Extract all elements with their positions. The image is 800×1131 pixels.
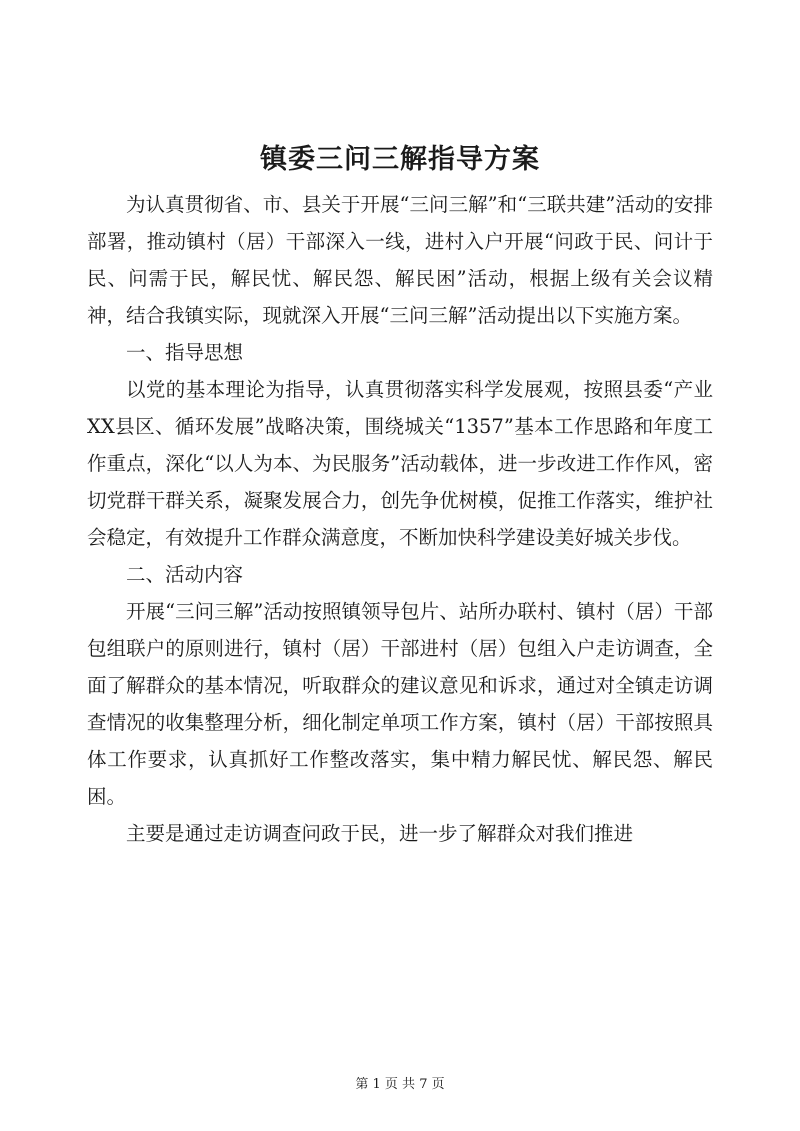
document-body	[87, 186, 713, 852]
paragraph-guiding-ideology: 以党的基本理论为指导，认真贯彻落实科学发展观，按照县委“产业XX县区、循环发展”战略决策，围绕城关“1357”基本工作思路和年度工作重点，深化“以人为本、为民服务”活动载体，进一步改进工作作风，密切党群干群关系，凝聚发展合力，创先争优树模，促推工作落实，维护社会稳定，有效提升工作群众满意度，不断加快科学建设美好城关步伐。	[87, 378, 713, 549]
section-heading-guiding-ideology: 一、指导思想	[126, 341, 244, 364]
document-title: 镇委三问三解指导方案	[260, 144, 540, 175]
paragraph-intro: 为认真贯彻省、市、县关于开展“三问三解”和“三联共建”活动的安排部署，推动镇村（居）干部深入一线，进村入户开展“问政于民、问计于民、问需于民，解民忧、解民怨、解民困”活动，根据上级有关会议精神，结合我镇实际，现就深入开展“三问三解”活动提出以下实施方案。	[87, 193, 713, 327]
paragraph-activity-content: 开展“三问三解”活动按照镇领导包片、站所办联村、镇村（居）干部包组联户的原则进行，镇村（居）干部进村（居）包组入户走访调查，全面了解群众的基本情况，听取群众的建议意见和诉求，通过对全镇走访调查情况的收集整理分析，细化制定单项工作方案，镇村（居）干部按照具体工作要求，认真抓好工作整改落实，集中精力解民忧、解民怨、解民困。	[87, 600, 713, 808]
page-footer: 第 1 页 共 7 页	[355, 1077, 445, 1092]
paragraph-main-purpose: 主要是通过走访调查问政于民，进一步了解群众对我们推进	[126, 822, 634, 845]
section-heading-activity-content: 二、活动内容	[126, 563, 244, 586]
